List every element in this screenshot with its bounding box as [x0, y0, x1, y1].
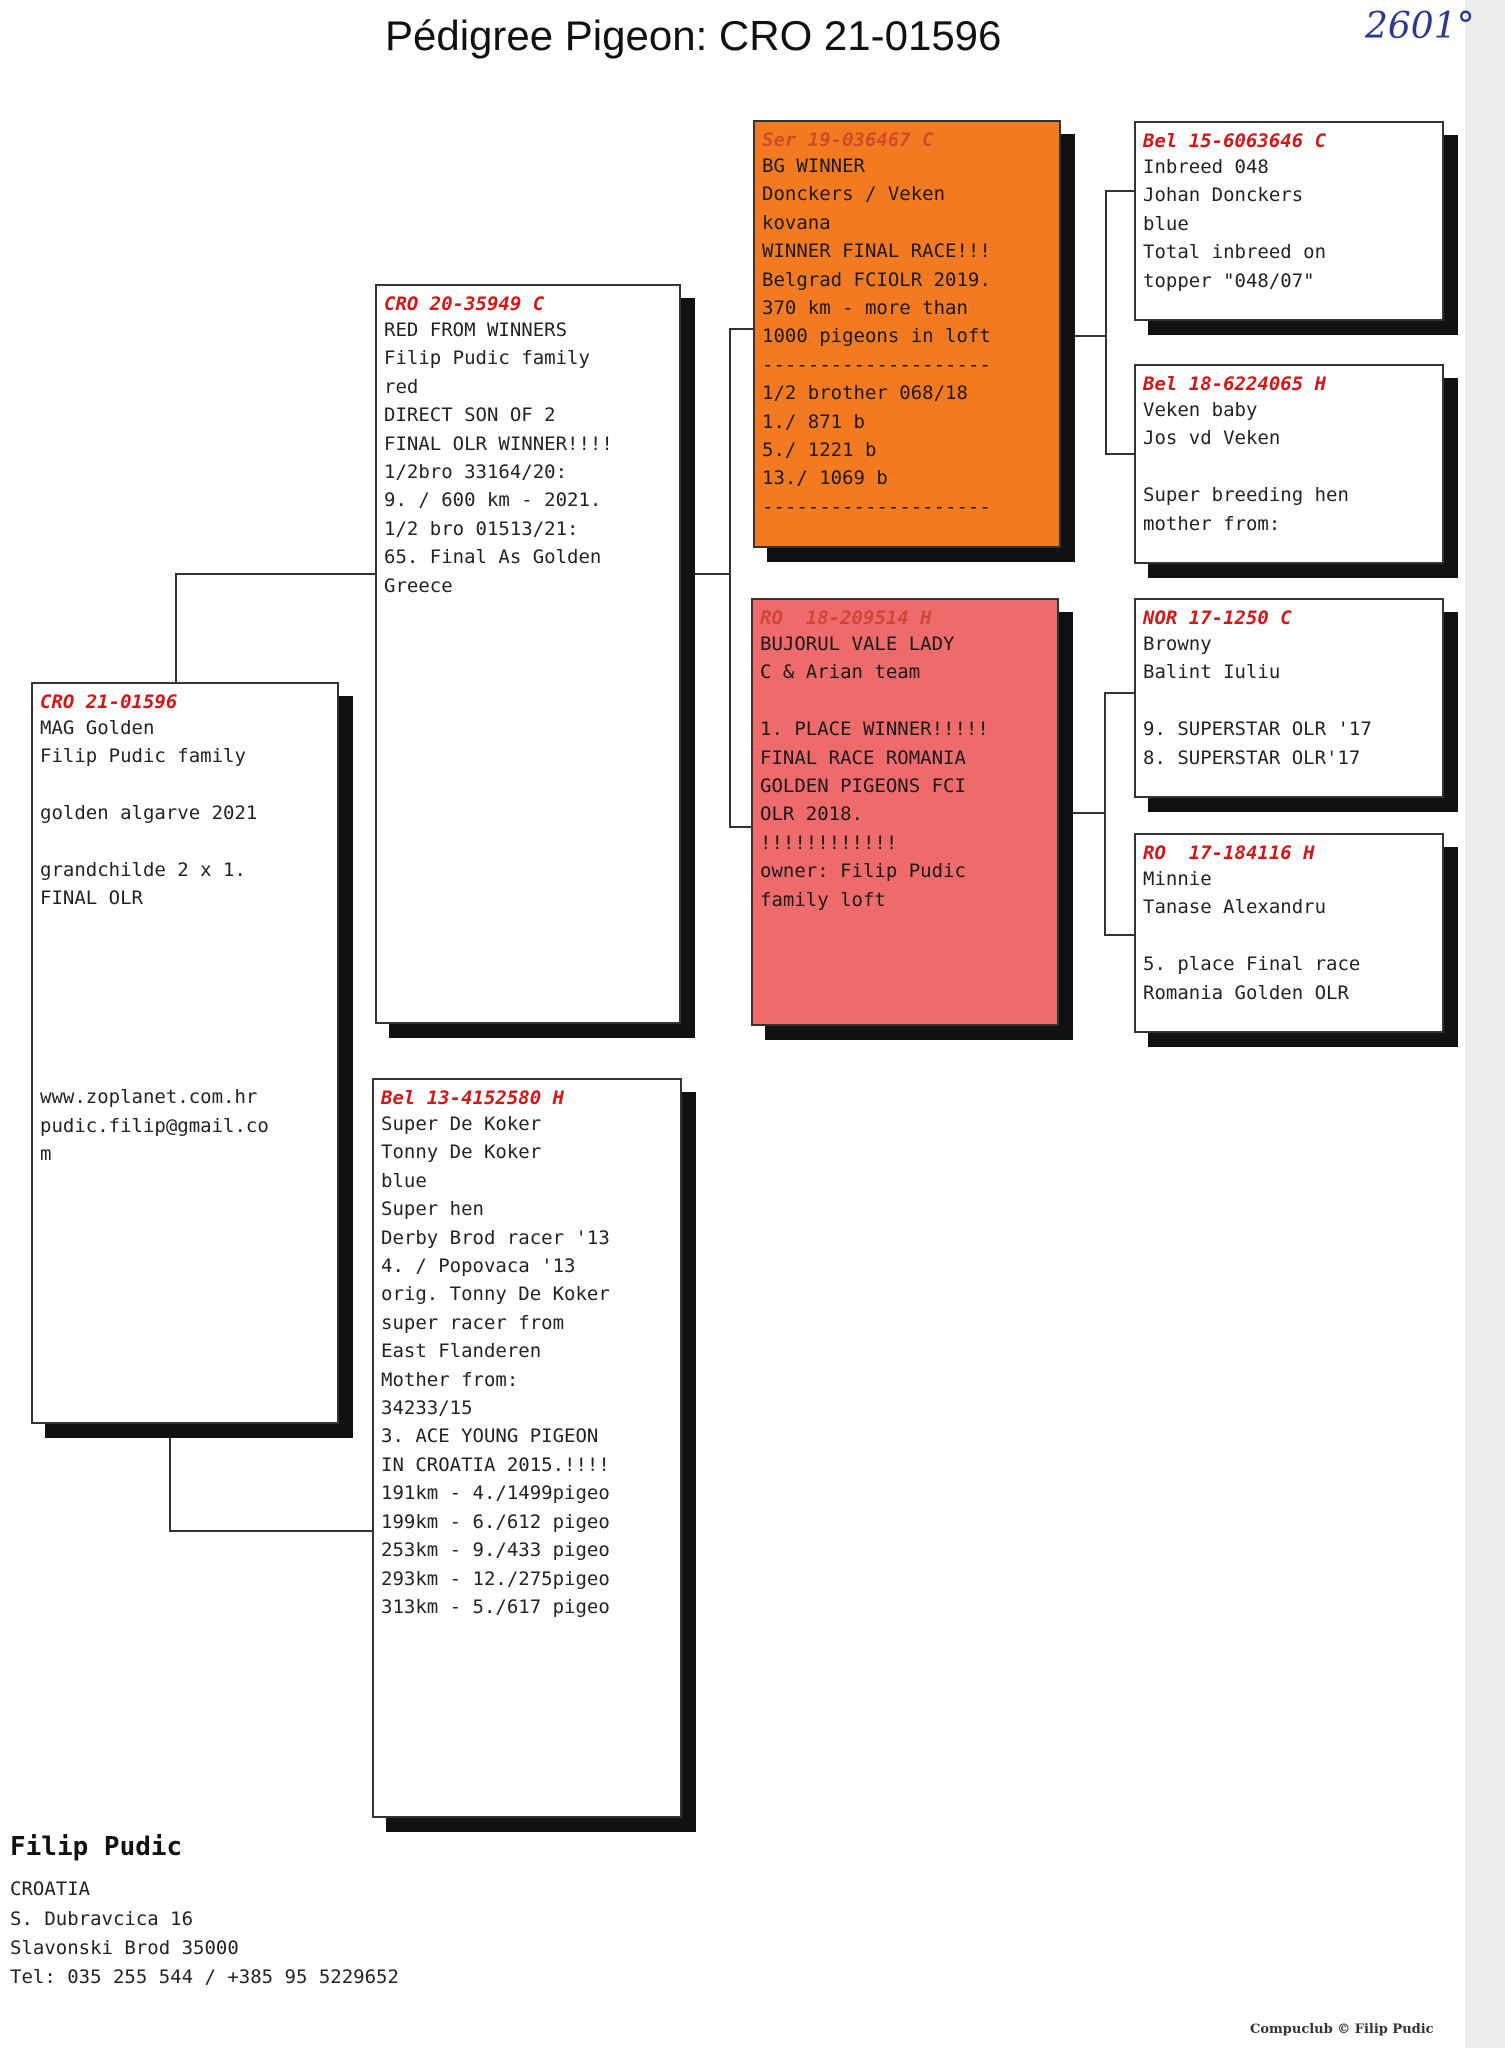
connector	[1105, 190, 1135, 192]
card-line: 13./ 1069 b	[762, 467, 888, 490]
ring-number: NOR 17-1250 C	[1143, 607, 1292, 629]
card-line: 1/2 bro 01513/21:	[384, 517, 579, 540]
card-line: --------------------	[762, 353, 991, 376]
connector	[1105, 453, 1135, 455]
card-line: 293km - 12./275pigeo	[381, 1567, 610, 1590]
card-line: Browny	[1143, 633, 1212, 655]
card-line: MAG Golden	[40, 717, 155, 739]
card-line: 199km - 6./612 pigeo	[381, 1510, 610, 1533]
breeder-name: Filip Pudic	[10, 1832, 183, 1862]
card-line: blue	[1143, 212, 1189, 235]
ring-number: CRO 21-01596	[40, 691, 178, 713]
connector	[1104, 692, 1106, 936]
ring-number: RO 17-184116 H	[1143, 842, 1315, 864]
card-line: blue	[381, 1169, 427, 1192]
pigeon-card-sd-dam	[1134, 833, 1444, 1033]
card-line: East Flanderen	[381, 1340, 542, 1363]
connector	[1104, 934, 1135, 936]
pigeon-card-ss-dam	[1134, 364, 1444, 564]
card-line: 4. / Popovaca '13	[381, 1255, 576, 1278]
card-line: Donckers / Veken	[762, 183, 946, 206]
card-line: 1./ 871 b	[762, 410, 865, 433]
card-line: mother from:	[1143, 512, 1281, 535]
card-line: IN CROATIA 2015.!!!!	[381, 1453, 610, 1476]
card-line: Veken baby	[1143, 399, 1258, 421]
card-line: grandchilde 2 x 1.	[40, 859, 246, 881]
pigeon-card-sire-sire	[753, 120, 1061, 548]
card-line: 34233/15	[381, 1397, 473, 1420]
page-title: Pédigree Pigeon: CRO 21-01596	[385, 12, 1002, 59]
card-line: OLR 2018.	[760, 803, 863, 826]
connector	[169, 1530, 374, 1532]
card-line	[1143, 453, 1435, 481]
connector	[1104, 692, 1135, 694]
card-line: 9. / 600 km - 2021.	[384, 489, 602, 512]
ring-number: RO 18-209514 H	[760, 607, 932, 629]
card-line: 1/2bro 33164/20:	[384, 461, 568, 484]
connector	[175, 573, 376, 575]
card-line: 1/2 brother 068/18	[762, 382, 968, 405]
card-line: family loft	[760, 888, 886, 911]
connector	[1061, 335, 1106, 337]
card-line: Super De Koker	[381, 1113, 542, 1135]
card-line: Filip Pudic family	[384, 347, 590, 370]
card-line	[40, 771, 330, 799]
breeder-country: CROATIA	[10, 1878, 91, 1900]
card-line: C & Arian team	[760, 661, 921, 684]
card-line: Derby Brod racer '13	[381, 1226, 610, 1249]
connector	[1058, 812, 1104, 814]
card-line: Johan Donckers	[1143, 184, 1304, 207]
card-line: GOLDEN PIGEONS FCI	[760, 775, 966, 798]
software-credit: Compuclub © Filip Pudic	[1250, 2022, 1434, 2037]
connector	[729, 328, 731, 828]
card-line: super racer from	[381, 1311, 565, 1334]
card-line: owner: Filip Pudic	[760, 860, 966, 883]
card-line: topper "048/07"	[1143, 269, 1315, 292]
card-line: RED FROM WINNERS	[384, 319, 568, 341]
card-line: orig. Tonny De Koker	[381, 1283, 610, 1306]
pigeon-card-dam	[372, 1078, 682, 1818]
card-line	[1143, 687, 1435, 715]
card-line	[40, 1026, 330, 1054]
connector	[729, 328, 754, 330]
pigeon-card-ss-sire	[1134, 121, 1444, 321]
card-line: Super hen	[381, 1198, 484, 1221]
card-line	[40, 913, 330, 941]
ring-number: Ser 19-036467 C	[762, 129, 934, 151]
card-line: Filip Pudic family	[40, 745, 246, 768]
card-line: Mother from:	[381, 1368, 519, 1391]
pigeon-card-sire-dam	[751, 598, 1059, 1026]
card-line: 5. place Final race	[1143, 953, 1361, 976]
card-line: Greece	[384, 574, 453, 597]
card-line: Super breeding hen	[1143, 484, 1349, 507]
handwritten-note: 2601°	[1365, 6, 1475, 47]
card-line	[760, 687, 1050, 715]
card-line: 65. Final As Golden	[384, 546, 602, 569]
card-line: 191km - 4./1499pigeo	[381, 1482, 610, 1505]
ring-number: Bel 18-6224065 H	[1143, 373, 1327, 395]
card-line: www.zoplanet.com.hr	[40, 1086, 258, 1109]
card-line: Tanase Alexandru	[1143, 896, 1327, 919]
card-line: 253km - 9./433 pigeo	[381, 1539, 610, 1562]
card-line: Tonny De Koker	[381, 1141, 542, 1164]
pigeon-card-sd-sire	[1134, 598, 1444, 798]
ring-number: Bel 13-4152580 H	[381, 1087, 565, 1109]
card-line: BG WINNER	[762, 155, 865, 177]
card-line: DIRECT SON OF 2	[384, 404, 556, 427]
breeder-street: S. Dubravcica 16	[10, 1908, 194, 1930]
card-line: FINAL RACE ROMANIA	[760, 746, 966, 769]
card-line: Balint Iuliu	[1143, 661, 1281, 684]
pigeon-card-main	[31, 682, 339, 1424]
connector	[175, 573, 177, 683]
card-line: BUJORUL VALE LADY	[760, 633, 955, 655]
card-line	[40, 970, 330, 998]
breeder-phone: Tel: 035 255 544 / +385 95 5229652	[10, 1966, 399, 1988]
ring-number: Bel 15-6063646 C	[1143, 130, 1327, 152]
ring-number: CRO 20-35949 C	[384, 293, 545, 315]
card-line: 1000 pigeons in loft	[762, 325, 991, 348]
card-line: Belgrad FCIOLR 2019.	[762, 268, 991, 291]
card-line	[40, 1055, 330, 1083]
card-line: Jos vd Veken	[1143, 427, 1281, 450]
card-line: --------------------	[762, 495, 991, 518]
card-line: FINAL OLR WINNER!!!!	[384, 432, 613, 455]
card-line: 5./ 1221 b	[762, 439, 877, 462]
card-line: Romania Golden OLR	[1143, 981, 1349, 1004]
card-line: golden algarve 2021	[40, 802, 258, 825]
card-line: 3. ACE YOUNG PIGEON	[381, 1425, 599, 1448]
card-line: FINAL OLR	[40, 887, 143, 910]
card-line: Total inbreed on	[1143, 241, 1327, 264]
card-line: 370 km - more than	[762, 297, 968, 320]
card-line: Minnie	[1143, 868, 1212, 890]
card-line: WINNER FINAL RACE!!!	[762, 240, 991, 263]
card-line	[40, 828, 330, 856]
card-line: 1. PLACE WINNER!!!!!	[760, 718, 989, 741]
card-line	[40, 941, 330, 969]
card-line: 9. SUPERSTAR OLR '17	[1143, 718, 1372, 741]
connector	[690, 573, 730, 575]
breeder-city: Slavonski Brod 35000	[10, 1937, 239, 1959]
card-line: m	[40, 1142, 52, 1165]
connector	[1105, 190, 1107, 455]
card-line: 8. SUPERSTAR OLR'17	[1143, 746, 1361, 769]
pigeon-card-sire	[375, 284, 681, 1024]
card-line	[40, 998, 330, 1026]
scan-edge	[1465, 0, 1505, 2048]
card-line	[1143, 922, 1435, 950]
card-line: red	[384, 375, 419, 398]
connector	[169, 1436, 171, 1532]
card-line: !!!!!!!!!!!!	[760, 831, 898, 854]
card-line: 313km - 5./617 pigeo	[381, 1595, 610, 1618]
card-line: kovana	[762, 211, 831, 234]
card-line: Inbreed 048	[1143, 156, 1269, 178]
card-line: pudic.filip@gmail.co	[40, 1114, 269, 1137]
